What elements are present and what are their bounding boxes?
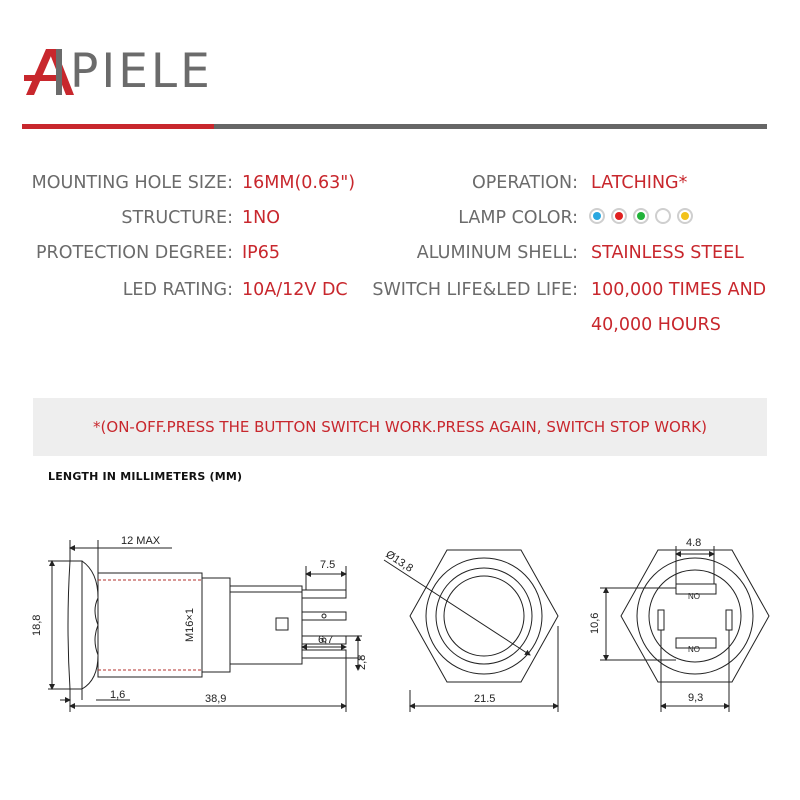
unit-caption: LENGTH IN MILLIMETERS (MM) bbox=[48, 470, 243, 483]
dim-2-8: 2,8 bbox=[356, 654, 368, 670]
spec-label-operation: OPERATION: bbox=[471, 173, 578, 193]
front-view bbox=[384, 550, 558, 712]
dim-38-9: 38,9 bbox=[205, 693, 227, 705]
spec-label-life: SWITCH LIFE&LED LIFE: bbox=[372, 280, 578, 300]
dim-12max: 12 MAX bbox=[121, 535, 161, 547]
brand-logo-icon bbox=[22, 45, 76, 97]
lamp-color-swatches bbox=[589, 208, 693, 224]
dim-6-7: 6,7 bbox=[318, 634, 334, 646]
spec-value-structure: 1NO bbox=[242, 208, 280, 228]
dim-7-5: 7.5 bbox=[320, 559, 336, 571]
spec-value-mounting-hole: 16MM(0.63") bbox=[242, 173, 356, 193]
brand-name: PIELE bbox=[70, 43, 213, 99]
lamp-color-blue bbox=[589, 208, 605, 224]
spec-label-shell: ALUMINUM SHELL: bbox=[416, 243, 578, 263]
spec-label-mounting-hole: MOUNTING HOLE SIZE: bbox=[31, 173, 233, 193]
dim-10-6: 10,6 bbox=[589, 612, 601, 634]
brand-logo bbox=[22, 40, 213, 102]
spec-label-protection: PROTECTION DEGREE: bbox=[36, 243, 233, 263]
spec-label-lamp-color: LAMP COLOR: bbox=[458, 208, 578, 228]
dim-9-3: 9,3 bbox=[688, 692, 704, 704]
spec-label-led-rating: LED RATING: bbox=[122, 280, 233, 300]
lamp-color-white bbox=[655, 208, 671, 224]
back-view bbox=[600, 546, 769, 712]
spec-value-life: 100,000 TIMES AND bbox=[591, 280, 767, 300]
spec-value-life-line2: 40,000 HOURS bbox=[591, 315, 721, 335]
spec-value-shell: STAINLESS STEEL bbox=[591, 243, 744, 263]
side-view bbox=[48, 540, 362, 712]
operation-note: *(ON-OFF.PRESS THE BUTTON SWITCH WORK.PRESS AGAIN, SWITCH STOP WORK) bbox=[93, 418, 707, 436]
lamp-color-green bbox=[633, 208, 649, 224]
spec-label-structure: STRUCTURE: bbox=[121, 208, 233, 228]
dim-21-5: 21.5 bbox=[474, 693, 496, 705]
lamp-color-red bbox=[611, 208, 627, 224]
dim-1-6: 1,6 bbox=[110, 689, 126, 701]
spec-value-protection: IP65 bbox=[242, 243, 280, 263]
dim-18-8: 18,8 bbox=[31, 614, 43, 636]
lamp-color-yellow bbox=[677, 208, 693, 224]
terminal-label-no-bottom: NO bbox=[688, 645, 700, 654]
header-divider bbox=[214, 124, 767, 129]
technical-drawing bbox=[0, 520, 800, 720]
operation-note-box bbox=[33, 398, 767, 456]
spec-value-operation: LATCHING* bbox=[591, 173, 688, 193]
dim-m16: M16×1 bbox=[184, 608, 196, 642]
header-divider-accent bbox=[22, 124, 214, 129]
dim-4-8: 4.8 bbox=[686, 537, 702, 549]
dim-13-8: Ø13,8 bbox=[383, 548, 416, 575]
terminal-label-no-top: NO bbox=[688, 592, 700, 601]
spec-value-led-rating: 10A/12V DC bbox=[242, 280, 348, 300]
